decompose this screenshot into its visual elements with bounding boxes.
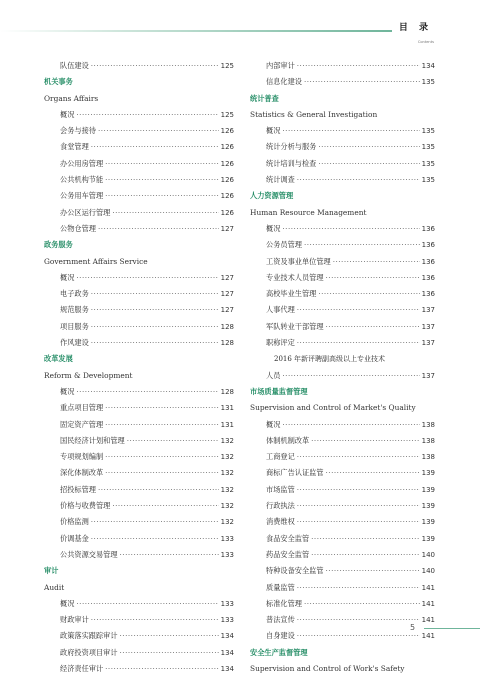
toc-leader-dots — [105, 661, 218, 677]
toc-leader-dots — [297, 612, 420, 628]
section-heading: 审计 — [44, 566, 59, 576]
toc-entry[interactable] — [250, 74, 435, 90]
toc-leader-dots — [91, 139, 219, 155]
toc-entry-title: 市场监管 — [266, 484, 295, 494]
toc-entry[interactable] — [250, 270, 435, 286]
toc-entry-title: 重点项目管理 — [60, 403, 104, 413]
toc-page-number: 135 — [421, 159, 435, 168]
toc-leader-dots — [297, 172, 420, 188]
toc-entry-title: 职称评定 — [266, 338, 295, 348]
toc-entry[interactable] — [250, 254, 435, 270]
toc-leader-dots — [304, 74, 420, 90]
toc-page-number: 136 — [421, 273, 435, 282]
toc-entry-title: 会务与接待 — [60, 126, 96, 136]
page-title: 目 录 — [398, 23, 432, 33]
toc-page-number: 141 — [421, 616, 435, 625]
toc-leader-dots — [91, 58, 219, 74]
toc-entry-title: 概况 — [60, 272, 75, 282]
toc-page-number: 125 — [220, 62, 234, 70]
toc-leader-dots — [105, 156, 218, 172]
toc-leader-dots — [105, 417, 218, 433]
toc-entry-title: 专业技术人员管理 — [266, 272, 324, 282]
toc-entry-title: 固定资产管理 — [60, 419, 104, 429]
toc-leader-dots — [297, 335, 420, 351]
toc-leader-dots — [112, 205, 218, 221]
toc-entry-title: 标准化管理 — [266, 598, 302, 608]
toc-leader-dots — [91, 302, 219, 318]
toc-leader-dots — [91, 531, 219, 547]
toc-entry-title: 统计培训与检查 — [266, 158, 317, 168]
section-heading-english: Reform & Development — [44, 370, 133, 380]
toc-leader-dots — [76, 384, 218, 400]
toc-page-number: 135 — [421, 78, 435, 87]
toc-leader-dots — [304, 596, 420, 612]
toc-leader-dots — [311, 433, 419, 449]
toc-entry-title: 高校毕业生管理 — [266, 289, 317, 299]
toc-entry[interactable] — [250, 514, 435, 530]
toc-leader-dots — [91, 612, 219, 628]
toc-leader-dots — [326, 319, 420, 335]
toc-page-number: 134 — [220, 632, 234, 641]
toc-entry[interactable] — [44, 433, 234, 449]
toc-entry[interactable] — [250, 612, 435, 628]
toc-page-number: 133 — [220, 616, 234, 625]
toc-entry-title: 消费维权 — [266, 517, 295, 527]
toc-entry-title: 药品安全监管 — [266, 549, 310, 559]
toc-entry[interactable] — [250, 139, 435, 155]
toc-right-column — [250, 58, 435, 677]
toc-leader-dots — [91, 514, 219, 530]
toc-entry-title: 办公区运行管理 — [60, 207, 111, 217]
toc-entry[interactable] — [44, 531, 234, 547]
toc-entry-title: 特种设备安全监管 — [266, 566, 324, 576]
section-heading: 安全生产监督管理 — [250, 647, 308, 657]
toc-page-number: 132 — [220, 518, 234, 527]
toc-page-number: 138 — [421, 420, 435, 429]
toc-entry-title: 深化体制改革 — [60, 468, 104, 478]
toc-entry[interactable] — [44, 628, 234, 644]
toc-page-number: 134 — [220, 664, 234, 673]
toc-entry[interactable] — [250, 482, 435, 498]
toc-page-number: 126 — [220, 159, 234, 168]
toc-left-column — [44, 58, 234, 677]
toc-entry[interactable] — [250, 563, 435, 579]
toc-page-number: 135 — [421, 143, 435, 152]
toc-page-number: 128 — [220, 387, 234, 396]
toc-page-number: 133 — [220, 550, 234, 559]
toc-leader-dots — [297, 302, 420, 318]
toc-entry-title: 队伍建设 — [60, 61, 89, 70]
toc-entry-title: 价格与收费管理 — [60, 501, 111, 511]
toc-entry-title: 自身建设 — [266, 631, 295, 641]
footer-rule — [424, 628, 480, 629]
toc-leader-dots — [98, 123, 219, 139]
toc-entry[interactable] — [250, 449, 435, 465]
toc-entry-title: 概况 — [60, 598, 75, 608]
toc-entry[interactable] — [44, 498, 234, 514]
toc-entry[interactable] — [250, 498, 435, 514]
toc-page-number: 133 — [220, 534, 234, 543]
toc-entry[interactable] — [250, 465, 435, 481]
toc-leader-dots — [311, 531, 419, 547]
toc-leader-dots — [127, 433, 219, 449]
toc-entry-title: 办公用房管理 — [60, 158, 104, 168]
toc-entry-title: 公共机构节能 — [60, 175, 104, 185]
toc-leader-dots — [105, 188, 218, 204]
toc-entry-title: 价调基金 — [60, 533, 89, 543]
toc-page-number: 137 — [421, 306, 435, 315]
toc-entry-title: 作风建设 — [60, 338, 89, 348]
toc-leader-dots — [76, 270, 218, 286]
toc-entry[interactable] — [250, 156, 435, 172]
toc-entry-title: 食品安全监管 — [266, 533, 310, 543]
toc-entry-title: 工商登记 — [266, 452, 295, 462]
toc-entry-title: 统计分析与服务 — [266, 142, 317, 152]
section-heading-english: Supervision and Control of Market's Quality — [250, 403, 416, 413]
toc-leader-dots — [105, 172, 218, 188]
toc-entry[interactable] — [44, 319, 234, 335]
toc-entry-title: 质量监管 — [266, 582, 295, 592]
toc-entry[interactable] — [44, 58, 234, 74]
toc-entry[interactable] — [250, 531, 435, 547]
section-heading: 改革发展 — [44, 354, 73, 364]
toc-page-number: 128 — [220, 339, 234, 348]
toc-entry-title: 财政审计 — [60, 615, 89, 625]
toc-entry-title: 信息化建设 — [266, 77, 302, 87]
toc-entry[interactable] — [250, 580, 435, 596]
toc-entry[interactable] — [44, 221, 234, 237]
toc-page-number: 134 — [421, 62, 435, 70]
section-heading: 统计普查 — [250, 93, 279, 103]
toc-leader-dots — [326, 465, 420, 481]
toc-leader-dots — [333, 254, 420, 270]
toc-entry[interactable] — [250, 628, 435, 644]
section-heading: 人力资源管理 — [250, 191, 294, 201]
header-rule — [0, 30, 392, 32]
toc-entry-title: 电子政务 — [60, 289, 89, 299]
toc-leader-dots — [112, 498, 218, 514]
toc-leader-dots — [318, 286, 419, 302]
toc-page-number: 126 — [220, 176, 234, 185]
toc-entry-title: 行政执法 — [266, 501, 295, 511]
toc-page-number: 132 — [220, 485, 234, 494]
toc-entry[interactable] — [250, 417, 435, 433]
toc-page-number: 140 — [421, 550, 435, 559]
toc-leader-dots — [105, 449, 218, 465]
section-heading-english: Organs Affairs — [44, 93, 99, 103]
toc-entry[interactable] — [44, 205, 234, 221]
toc-entry-title: 公务员管理 — [266, 240, 302, 250]
toc-leader-dots — [297, 482, 420, 498]
toc-page-number: 138 — [421, 453, 435, 462]
toc-entry[interactable] — [44, 286, 234, 302]
toc-entry[interactable] — [250, 368, 435, 384]
toc-leader-dots — [304, 237, 420, 253]
toc-entry-title: 概况 — [266, 419, 281, 429]
section-heading-english: Statistics & General Investigation — [250, 109, 378, 119]
toc-entry-title: 专项规划编制 — [60, 452, 104, 462]
toc-entry[interactable] — [44, 335, 234, 351]
toc-entry-title: 商标广告认证监管 — [266, 468, 324, 478]
toc-page-number: 140 — [421, 567, 435, 576]
toc-entry[interactable] — [250, 302, 435, 318]
toc-page-number: 132 — [220, 469, 234, 478]
toc-entry[interactable] — [44, 612, 234, 628]
toc-page-number: 139 — [421, 534, 435, 543]
toc-entry-title: 招投标管理 — [60, 484, 96, 494]
toc-entry-title: 人事代理 — [266, 305, 295, 315]
toc-entry-title: 普法宣传 — [266, 615, 295, 625]
toc-entry[interactable] — [44, 449, 234, 465]
toc-leader-dots — [297, 58, 420, 74]
toc-page-number: 133 — [220, 599, 234, 608]
section-heading-english: Audit — [44, 582, 65, 592]
toc-leader-dots — [297, 514, 420, 530]
toc-entry-title: 政府投资项目审计 — [60, 647, 118, 657]
toc-leader-dots — [318, 156, 419, 172]
toc-page-number: 127 — [220, 224, 234, 233]
toc-leader-dots — [326, 270, 420, 286]
toc-entry[interactable] — [44, 465, 234, 481]
toc-leader-dots — [120, 645, 219, 661]
page-subtitle: Contents — [417, 40, 434, 44]
toc-entry[interactable] — [44, 514, 234, 530]
toc-entry[interactable] — [250, 237, 435, 253]
toc-page-number: 136 — [421, 257, 435, 266]
toc-entry-title: 概况 — [60, 386, 75, 396]
toc-entry-title: 概况 — [266, 126, 281, 136]
toc-page-number: 135 — [421, 127, 435, 136]
toc-entry[interactable] — [44, 547, 234, 563]
toc-leader-dots — [76, 596, 218, 612]
toc-entry[interactable] — [44, 302, 234, 318]
toc-leader-dots — [76, 107, 218, 123]
toc-page-number: 141 — [421, 632, 435, 641]
toc-leader-dots — [282, 221, 419, 237]
section-heading-english: Supervision and Control of Work's Safety — [250, 663, 405, 673]
toc-leader-dots — [297, 628, 420, 644]
toc-entry-title: 公务用车管理 — [60, 191, 104, 201]
toc-leader-dots — [311, 547, 419, 563]
toc-entry-title: 公共资源交易管理 — [60, 549, 118, 559]
toc-leader-dots — [326, 563, 420, 579]
toc-entry-title-line: 2016 年新评聘副高级以上专业技术 — [274, 355, 386, 364]
toc-page-number: 132 — [220, 502, 234, 511]
toc-page-number: 127 — [220, 306, 234, 315]
toc-leader-dots — [91, 335, 219, 351]
toc-entry-title: 人员 — [266, 370, 281, 380]
toc-page-number: 126 — [220, 143, 234, 152]
toc-page-number: 131 — [220, 420, 234, 429]
toc-entry[interactable] — [250, 335, 435, 351]
toc-page-number: 139 — [421, 518, 435, 527]
toc-page-number: 141 — [421, 583, 435, 592]
toc-entry-title: 食堂管理 — [60, 142, 89, 152]
toc-page-number: 138 — [421, 436, 435, 445]
toc-page-number: 141 — [421, 599, 435, 608]
toc-leader-dots — [120, 628, 219, 644]
toc-page-number: 127 — [220, 290, 234, 299]
toc-entry-title: 内部审计 — [266, 61, 295, 70]
toc-page-number: 127 — [220, 273, 234, 282]
toc-leader-dots — [297, 498, 420, 514]
toc-entry[interactable] — [250, 596, 435, 612]
toc-leader-dots — [105, 400, 218, 416]
toc-entry-title: 公物仓管理 — [60, 223, 96, 233]
toc-entry-title: 体制机制改革 — [266, 435, 310, 445]
toc-entry[interactable] — [250, 58, 435, 74]
toc-entry[interactable] — [44, 107, 234, 123]
toc-entry[interactable] — [44, 384, 234, 400]
toc-leader-dots — [105, 465, 218, 481]
toc-entry[interactable] — [44, 482, 234, 498]
toc-entry[interactable] — [44, 188, 234, 204]
toc-page-number: 134 — [220, 648, 234, 657]
toc-entry[interactable] — [250, 221, 435, 237]
toc-entry[interactable] — [44, 417, 234, 433]
toc-leader-dots — [297, 449, 420, 465]
toc-leader-dots — [318, 139, 419, 155]
toc-page-number: 132 — [220, 453, 234, 462]
toc-entry-title: 经济责任审计 — [60, 663, 104, 673]
toc-entry-title: 项目服务 — [60, 321, 89, 331]
toc-leader-dots — [91, 319, 219, 335]
toc-entry[interactable] — [44, 123, 234, 139]
toc-entry-title: 国民经济计划和管理 — [60, 435, 125, 445]
toc-leader-dots — [297, 580, 420, 596]
toc-entry[interactable] — [44, 156, 234, 172]
toc-entry-title: 工资及事业单位管理 — [266, 256, 331, 266]
section-heading: 政务服务 — [44, 240, 73, 250]
toc-entry[interactable] — [250, 172, 435, 188]
toc-leader-dots — [120, 547, 219, 563]
section-heading: 市场质量监督管理 — [250, 386, 308, 396]
toc-page-number: 126 — [220, 127, 234, 136]
toc-entry-title: 价格监测 — [60, 517, 89, 527]
toc-leader-dots — [98, 482, 219, 498]
toc-entry-title: 规范服务 — [60, 305, 89, 315]
section-heading-english: Government Affairs Service — [44, 256, 148, 266]
toc-page-number: 125 — [220, 110, 234, 119]
toc-entry[interactable] — [250, 286, 435, 302]
toc-page-number: 136 — [421, 241, 435, 250]
toc-page-number: 137 — [421, 322, 435, 331]
toc-entry[interactable] — [44, 400, 234, 416]
toc-entry[interactable] — [250, 319, 435, 335]
toc-page-number: 136 — [421, 290, 435, 299]
toc-page-number: 136 — [421, 224, 435, 233]
toc-page-number: 139 — [421, 469, 435, 478]
toc-entry-title: 统计调查 — [266, 175, 295, 185]
toc-page-number: 137 — [421, 371, 435, 380]
toc-page-number: 126 — [220, 208, 234, 217]
toc-page-number: 131 — [220, 404, 234, 413]
toc-entry[interactable] — [44, 596, 234, 612]
toc-entry[interactable] — [44, 661, 234, 677]
toc-entry[interactable] — [250, 547, 435, 563]
toc-entry[interactable] — [44, 139, 234, 155]
section-heading-english: Human Resource Management — [250, 207, 367, 217]
toc-entry[interactable] — [250, 123, 435, 139]
toc-entry[interactable] — [44, 270, 234, 286]
toc-leader-dots — [91, 286, 219, 302]
toc-page-number: 135 — [421, 176, 435, 185]
toc-page-number: 139 — [421, 485, 435, 494]
toc-entry-title: 概况 — [266, 223, 281, 233]
toc-entry[interactable] — [44, 172, 234, 188]
toc-entry-title: 政策落实跟踪审计 — [60, 631, 118, 641]
toc-page-number: 139 — [421, 502, 435, 511]
page-number: 5 — [410, 623, 416, 632]
toc-leader-dots — [282, 417, 419, 433]
toc-leader-dots — [282, 123, 419, 139]
toc-page-number: 126 — [220, 192, 234, 201]
section-heading: 机关事务 — [44, 77, 73, 87]
toc-page-number: 132 — [220, 436, 234, 445]
toc-leader-dots — [282, 368, 419, 384]
toc-entry-title: 概况 — [60, 109, 75, 119]
toc-page-number: 137 — [421, 339, 435, 348]
toc-entry[interactable] — [250, 433, 435, 449]
toc-entry[interactable] — [44, 645, 234, 661]
toc-page-number: 128 — [220, 322, 234, 331]
toc-leader-dots — [98, 221, 219, 237]
toc-entry-title: 军队转业干部管理 — [266, 321, 324, 331]
